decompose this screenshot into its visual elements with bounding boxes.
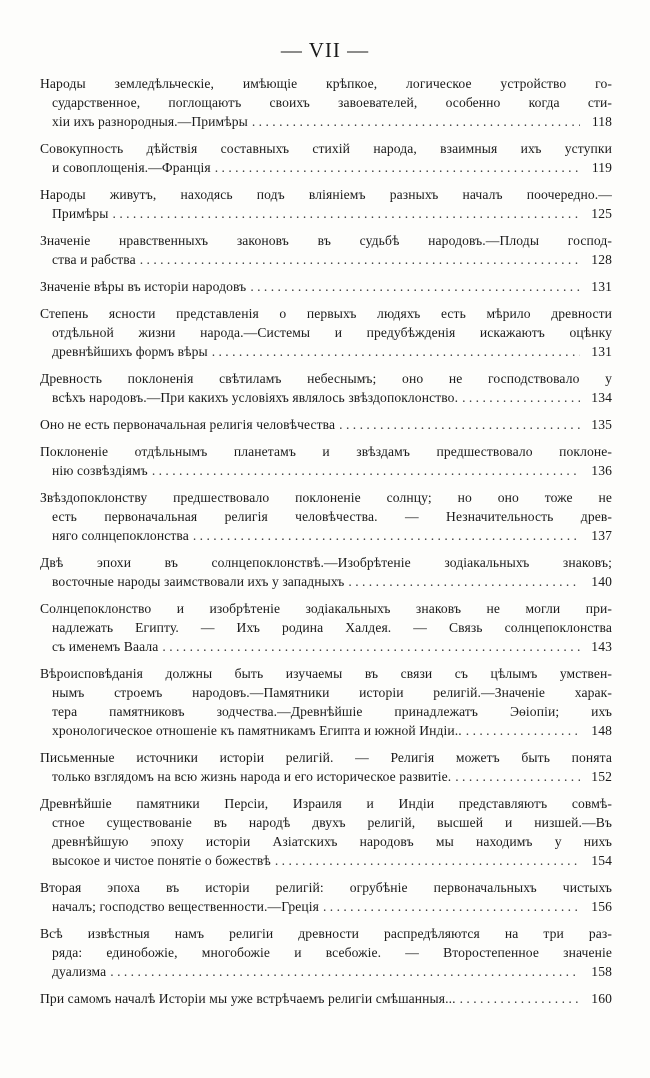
- toc-entry-last-line: [40, 767, 612, 786]
- toc-entry: [40, 599, 612, 656]
- toc-page-number: 136: [591, 463, 612, 478]
- dot-leader: [152, 461, 580, 480]
- dot-leader: [323, 897, 580, 916]
- dot-leader: [275, 851, 580, 870]
- toc-entry-text: Оно не есть первоначальная религія человѣчества: [40, 417, 336, 432]
- toc-page-number: 148: [591, 723, 612, 738]
- toc-entry: [40, 277, 612, 296]
- toc-page-number: 131: [591, 279, 612, 294]
- dot-leader: [252, 112, 580, 131]
- toc-entry-text: всѣхъ народовъ.—При какихъ условіяхъ являлось звѣздопоклонство.: [52, 390, 459, 405]
- toc-entry-text: хіи ихъ разнородныя.—Примѣры: [52, 114, 248, 129]
- toc-entry-last-line: [40, 415, 612, 434]
- toc-entry: [40, 748, 612, 786]
- toc-entry: [40, 924, 612, 981]
- toc-entry-text: только взглядомъ на всю жизнь народа и его историческое развитіе.: [52, 769, 452, 784]
- toc-entry-last-line: [40, 250, 612, 269]
- toc-entry-text: древнѣйшихъ формъ вѣры: [52, 344, 208, 359]
- dot-leader: [193, 526, 580, 545]
- toc-page-number: 128: [591, 252, 612, 267]
- toc-entry: [40, 415, 612, 434]
- toc-entry-line: Письменные источники исторіи религій. — Религія можетъ быть понята: [40, 750, 612, 765]
- toc-entry-line: Древнѣйшіе памятники Персіи, Израиля и Индіи представляютъ совмѣ-: [40, 796, 612, 811]
- toc-entry-line: Всѣ извѣстныя намъ религіи древности распредѣляются на три раз-: [40, 926, 612, 941]
- toc-entry: [40, 989, 612, 1008]
- toc-page-number: 119: [591, 160, 612, 175]
- toc-entry-line: Вѣроисповѣданія должны быть изучаемы въ связи съ цѣлымъ умствен-: [40, 666, 612, 681]
- toc-entry-last-line: [40, 342, 612, 361]
- toc-entry-line: древнѣйшую эпоху исторіи Азіатскихъ народовъ мы находимъ у нихъ: [52, 834, 612, 849]
- toc-page-number: 156: [591, 899, 612, 914]
- toc-page-number: 154: [591, 853, 612, 868]
- toc-entry: [40, 369, 612, 407]
- toc-entry: [40, 442, 612, 480]
- dot-leader: [250, 277, 580, 296]
- dot-leader: [462, 388, 580, 407]
- toc-entry-last-line: [40, 962, 612, 981]
- dot-leader: [110, 962, 580, 981]
- toc-entry-line: надлежать Египту. — Ихъ родина Халдея. — Связь солнцепоклонства: [52, 620, 612, 635]
- toc-entry-line: Народы земледѣльческіе, имѣющіе крѣпкое, логическое устройство го-: [40, 76, 612, 91]
- toc-entry-line: Звѣздопоклонству предшествовало поклоненіе солнцу; но оно тоже не: [40, 490, 612, 505]
- toc-page-number: 125: [591, 206, 612, 221]
- toc-entry: [40, 231, 612, 269]
- toc-entry-line: Значеніе нравственныхъ законовъ въ судьбѣ народовъ.—Плоды господ-: [40, 233, 612, 248]
- toc-entry: [40, 553, 612, 591]
- toc-entry-last-line: [40, 897, 612, 916]
- toc-entry-text: дуализма: [52, 964, 107, 979]
- toc-entry-last-line: [40, 989, 612, 1008]
- toc-page-number: 152: [591, 769, 612, 784]
- toc-entry: [40, 664, 612, 740]
- toc-entry-last-line: [40, 277, 612, 296]
- toc-entry-last-line: [40, 572, 612, 591]
- toc-entry-text: хронологическое отношеніе къ памятникамъ Египта и южной Индіи..: [52, 723, 462, 738]
- toc-entry-line: есть первоначальная религія человѣчества. — Незначительность древ-: [52, 509, 612, 524]
- toc-entry-last-line: [40, 851, 612, 870]
- toc-entry-text: съ именемъ Ваала: [52, 639, 159, 654]
- dot-leader: [466, 721, 580, 740]
- toc-entry: [40, 304, 612, 361]
- toc-page-number: 134: [591, 390, 612, 405]
- toc-entry-text: При самомъ началѣ Исторіи мы уже встрѣчаемъ религіи смѣшанныя...: [40, 991, 456, 1006]
- toc-page-number: 140: [591, 574, 612, 589]
- table-of-contents: [40, 74, 612, 1016]
- dot-leader: [339, 415, 580, 434]
- page-number-header: — VII —: [280, 38, 370, 62]
- dot-leader: [460, 989, 580, 1008]
- dot-leader: [348, 572, 580, 591]
- toc-page-number: 135: [591, 417, 612, 432]
- toc-entry-text: восточные народы заимствовали ихъ у западныхъ: [52, 574, 345, 589]
- toc-entry-text: началъ; господство вещественности.—Греція: [52, 899, 319, 914]
- dot-leader: [212, 342, 580, 361]
- toc-entry-line: Народы живутъ, находясь подъ вліяніемъ разныхъ началъ поочередно.—: [40, 187, 612, 202]
- toc-page-number: 131: [591, 344, 612, 359]
- toc-entry-last-line: [40, 721, 612, 740]
- toc-entry-text: высокое и чистое понятіе о божествѣ: [52, 853, 271, 868]
- toc-entry-last-line: [40, 526, 612, 545]
- toc-entry: [40, 878, 612, 916]
- toc-entry-last-line: [40, 158, 612, 177]
- dot-leader: [455, 767, 580, 786]
- toc-entry-last-line: [40, 388, 612, 407]
- dot-leader: [140, 250, 580, 269]
- toc-page-number: 137: [591, 528, 612, 543]
- toc-entry-text: ства и рабства: [52, 252, 136, 267]
- toc-entry-line: Древность поклоненія свѣтиламъ небеснымъ; оно не господствовало у: [40, 371, 612, 386]
- toc-entry-line: нымъ строемъ народовъ.—Памятники исторіи религій.—Значеніе харак-: [52, 685, 612, 700]
- toc-entry-line: ряда: единобожіе, многобожіе и всебожіе. — Второстепенное значеніе: [52, 945, 612, 960]
- toc-entry-line: тера памятниковъ зодчества.—Древнѣйшіе принадлежатъ Эѳіопіи; ихъ: [52, 704, 612, 719]
- toc-entry: [40, 185, 612, 223]
- toc-entry: [40, 139, 612, 177]
- toc-entry-line: Степень ясности представленія о первыхъ людяхъ есть мѣрило древности: [40, 306, 612, 321]
- dot-leader: [113, 204, 580, 223]
- toc-page-number: 143: [591, 639, 612, 654]
- dot-leader: [215, 158, 580, 177]
- toc-entry-line: Вторая эпоха въ исторіи религій: огрубѣніе первоначальныхъ чистыхъ: [40, 880, 612, 895]
- toc-entry-text: Примѣры: [52, 206, 109, 221]
- toc-entry-line: Двѣ эпохи въ солнцепоклонствѣ.—Изобрѣтеніе зодіакальныхъ знаковъ;: [40, 555, 612, 570]
- dot-leader: [162, 637, 580, 656]
- toc-entry-last-line: [40, 637, 612, 656]
- toc-page-number: 158: [591, 964, 612, 979]
- toc-entry-line: Поклоненіе отдѣльнымъ планетамъ и звѣздамъ предшествовало поклоне-: [40, 444, 612, 459]
- toc-entry-last-line: [40, 461, 612, 480]
- toc-entry-line: Солнцепоклонство и изобрѣтеніе зодіакальныхъ знаковъ не могли при-: [40, 601, 612, 616]
- toc-entry-line: Совокупность дѣйствія составныхъ стихій народа, взаимныя ихъ уступки: [40, 141, 612, 156]
- toc-entry-text: Значеніе вѣры въ исторіи народовъ: [40, 279, 247, 294]
- toc-entry-text: нію созвѣздіямъ: [52, 463, 148, 478]
- toc-entry: [40, 794, 612, 870]
- toc-page-number: 118: [591, 114, 612, 129]
- toc-entry-line: сударственное, поглощаютъ своихъ завоевателей, особенно когда сти-: [52, 95, 612, 110]
- toc-entry-line: отдѣльной жизни народа.—Системы и предубѣжденія искажаютъ оцѣнку: [52, 325, 612, 340]
- toc-entry-text: няго солнцепоклонства: [52, 528, 189, 543]
- toc-entry-line: стное существованіе въ народѣ двухъ религій, высшей и низшей.—Въ: [52, 815, 612, 830]
- toc-entry: [40, 488, 612, 545]
- toc-entry: [40, 74, 612, 131]
- toc-entry-text: и совоплощенія.—Франція: [52, 160, 211, 175]
- toc-page-number: 160: [591, 991, 612, 1006]
- toc-entry-last-line: [40, 112, 612, 131]
- toc-entry-last-line: [40, 204, 612, 223]
